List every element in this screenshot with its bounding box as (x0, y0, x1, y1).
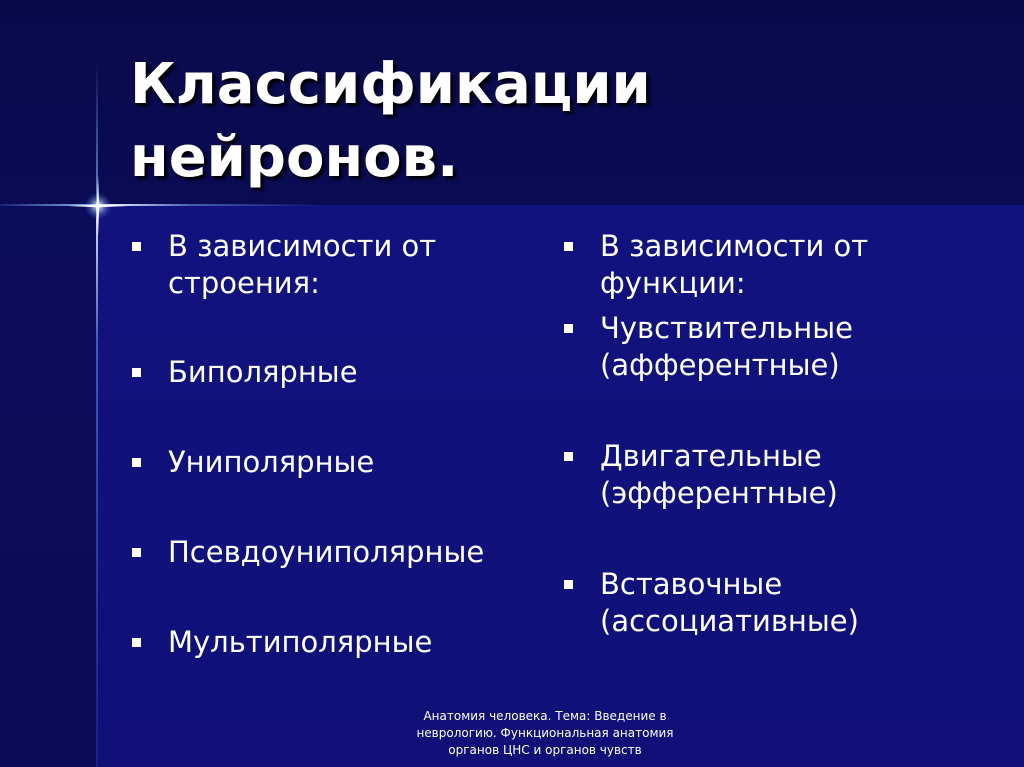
list-item-text: Чувствительные (афферентные) (600, 311, 853, 382)
square-bullet-icon (132, 458, 141, 467)
square-bullet-icon (564, 324, 573, 333)
list-item-text: Мультиполярные (168, 625, 433, 659)
square-bullet-icon (564, 242, 573, 251)
list-item-text: Псевдоуниполярные (168, 535, 485, 569)
slide-footer: Анатомия человека. Тема: Введение в неврологию. Функциональная анатомия органов ЦНС и органов чувств (416, 709, 674, 757)
square-bullet-icon (564, 580, 573, 589)
list-item-text: Биполярные (168, 355, 358, 389)
square-bullet-icon (132, 242, 141, 251)
list-item-text: Вставочные (ассоциативные) (600, 567, 859, 638)
list-item-text: Униполярные (168, 445, 375, 479)
slide-title: Классификации нейронов. (130, 52, 651, 190)
list-item (130, 228, 436, 302)
list-item-text: Двигательные (эфферентные) (600, 439, 838, 510)
list-item (130, 624, 432, 661)
list-item (562, 228, 868, 302)
square-bullet-icon (564, 452, 573, 461)
list-item (562, 438, 838, 512)
list-item (562, 310, 853, 384)
list-item-text: В зависимости от строения: (168, 229, 437, 300)
square-bullet-icon (132, 638, 141, 647)
list-item (130, 534, 484, 571)
light-streak-vertical (96, 60, 98, 767)
list-item (130, 354, 358, 391)
square-bullet-icon (132, 368, 141, 377)
light-streak-horizontal (0, 204, 320, 206)
left-strip (0, 205, 97, 767)
list-item (130, 444, 374, 481)
list-item (562, 566, 859, 640)
list-item-text: В зависимости от функции: (600, 229, 869, 300)
square-bullet-icon (132, 548, 141, 557)
sparkle-icon (68, 176, 128, 236)
